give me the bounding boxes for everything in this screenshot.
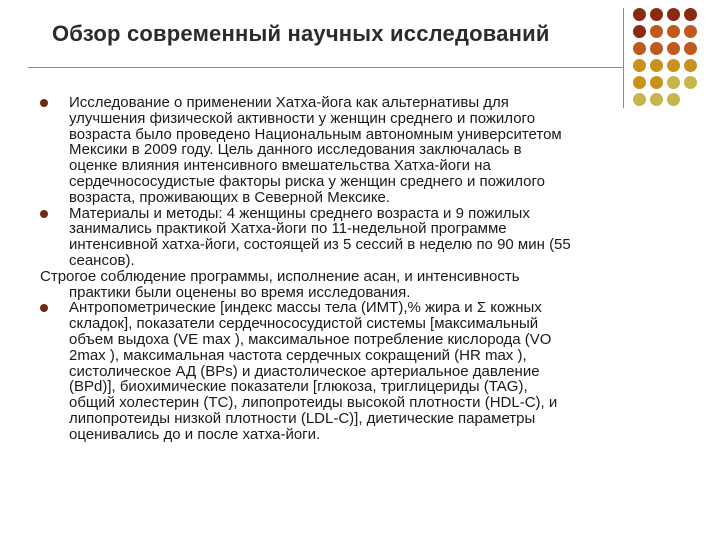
- text-line: Исследование о применении Хатха-йога как альтернативы для: [69, 94, 509, 111]
- decor-dot: [667, 25, 680, 38]
- decor-dot: [633, 59, 646, 72]
- decor-dot: [667, 76, 680, 89]
- text-line: (BPd)], биохимические показатели [глюкоза, триглицериды (TAG),: [69, 378, 528, 396]
- decor-dot: [684, 8, 697, 21]
- text-line: оценке влияния интенсивного вмешательства Хатха-йоги на: [69, 157, 491, 175]
- decor-dot: [633, 42, 646, 55]
- text-line: сердечнососудистые факторы риска у женщин среднего и пожилого: [69, 172, 545, 190]
- decor-dot: [667, 8, 680, 21]
- decor-dot: [684, 76, 697, 89]
- decor-dot: [667, 42, 680, 55]
- text-line: объем выдоха (VE max ), максимальное потребление кислорода (VO: [69, 330, 552, 348]
- text-line: систолическое АД (BPs) и диастолическое артериальное давление: [69, 362, 540, 380]
- slide-title: Обзор современный научных исследований: [52, 21, 550, 46]
- decor-dot: [684, 25, 697, 38]
- title-divider: [28, 67, 624, 68]
- decor-dot: [633, 8, 646, 21]
- text-line: оценивались до и после хатха-йоги.: [69, 425, 321, 443]
- bullet-icon: [40, 99, 48, 107]
- bullet-icon: [40, 304, 48, 312]
- text-line: интенсивной хатха-йоги, состоящей из 5 сессий в неделю по 90 мин (55: [69, 236, 571, 254]
- decor-dot: [650, 42, 663, 55]
- text-line: возраста, проживающих в Северной Мексике.: [69, 188, 391, 206]
- decor-dot: [633, 25, 646, 38]
- decor-dot-grid: [633, 8, 717, 108]
- text-line: практики были оценены во время исследования.: [69, 283, 411, 301]
- bullet-paragraph-methods: [40, 206, 695, 269]
- text-line: Материалы и методы: 4 женщины среднего возраста и 9 пожилых: [69, 204, 530, 222]
- decor-dot: [650, 25, 663, 38]
- bullet-paragraph-measures: [40, 300, 695, 442]
- text-line: Строгое соблюдение программы, исполнение асан, и интенсивность: [40, 267, 520, 285]
- text-line: Мексики в 2009 году. Цель данного исследования заключалась в: [69, 141, 522, 159]
- paragraph-compliance: [40, 269, 695, 301]
- text-line: 2max ), максимальная частота сердечных сокращений (HR max ),: [69, 346, 527, 364]
- bullet-icon: [40, 210, 48, 218]
- decor-vertical-line: [623, 8, 624, 108]
- text-line: сеансов).: [69, 251, 135, 269]
- text-line: возраста было проведено Национальным автономным университетом: [69, 125, 562, 143]
- text-line: общий холестерин (TC), липопротеиды высокой плотности (HDL-C), и: [69, 394, 558, 412]
- slide-body: [40, 95, 695, 443]
- decor-dot: [633, 76, 646, 89]
- text-line: занимались практикой Хатха-йоги по 11-недельной программе: [69, 220, 507, 238]
- text-line: липопротеиды низкой плотности (LDL-C)], диетические параметры: [69, 409, 536, 427]
- text-line: складок], показатели сердечнососудистой системы [максимальный: [69, 315, 539, 333]
- decor-dot: [650, 59, 663, 72]
- decor-dot: [684, 42, 697, 55]
- text-line: Антропометрические [индекс массы тела (ИМТ),% жира и Σ кожных: [69, 299, 542, 317]
- decor-dot: [650, 8, 663, 21]
- decor-dot: [667, 59, 680, 72]
- decor-dot: [684, 59, 697, 72]
- text-line: улучшения физической активности у женщин среднего и пожилого: [69, 109, 536, 127]
- bullet-paragraph-intro: [40, 95, 695, 206]
- decor-dot: [650, 76, 663, 89]
